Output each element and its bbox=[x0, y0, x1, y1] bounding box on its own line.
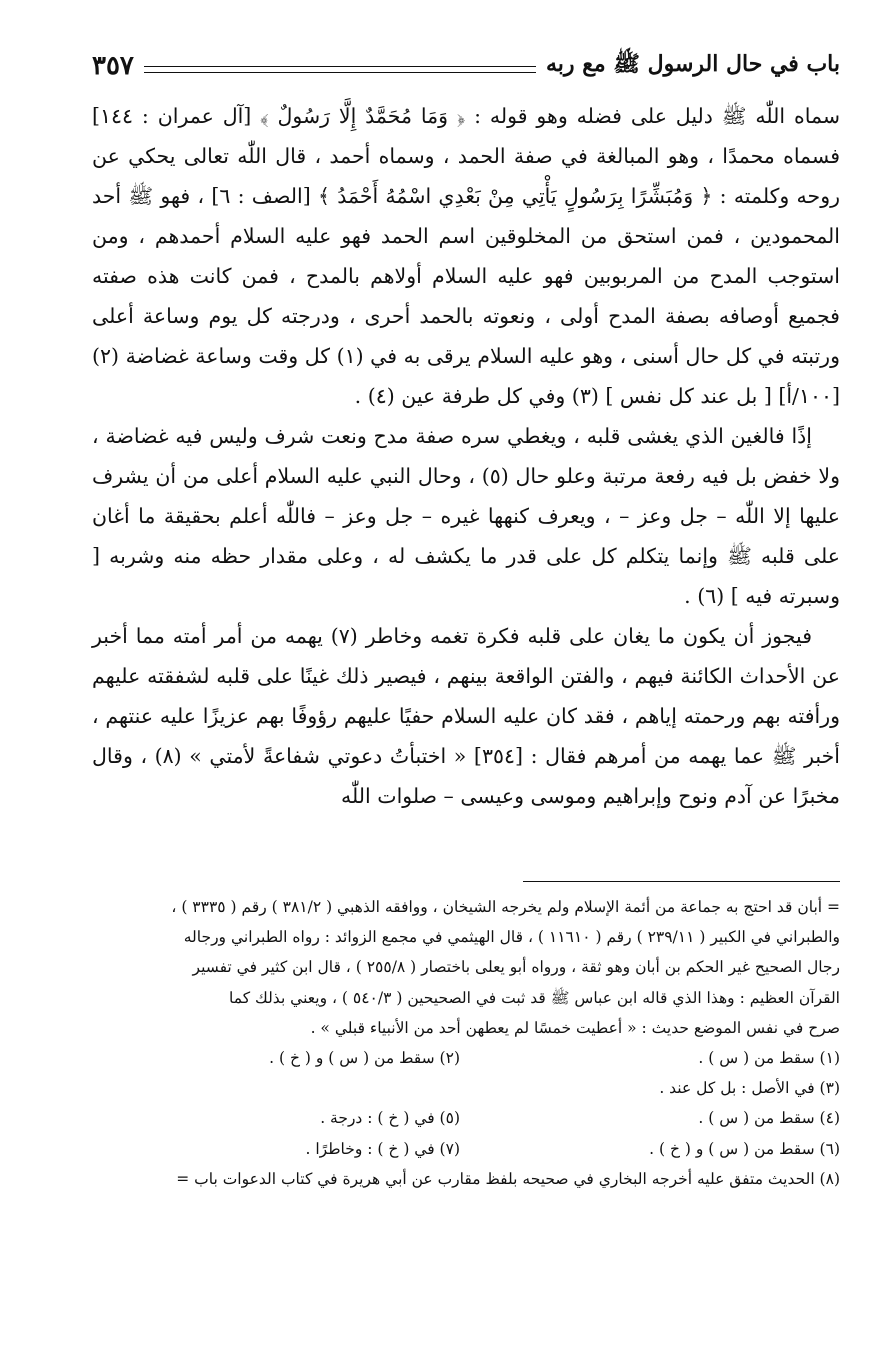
paragraph-1: سماه اللّٰه ﷺ دليل على فضله وهو قوله : ﴿ وَمَا مُحَمَّدٌ إِلَّا رَسُولٌ ﴾ [آل عمران : ١٤٤] فسماه محمدًا ، وهو المبالغة في صفة الحمد ، وسماه أحمد ، قال اللّٰه تعالى يحكي عن روحه وكلمته : ﴿ وَمُبَشِّرًا بِرَسُولٍ يَأْتِي مِنْ بَعْدِي اسْمُهُ أَحْمَدُ ﴾ [الصف : ٦] ، فهو ﷺ أحد المحمودين ، فمن استحق من المخلوقين اسم الحمد فهو عليه السلام أحمدهم ، ومن استوجب المدح من المربوبين فهو عليه السلام أولاهم بالمدح ، فمن كانت هذه صفته فجميع أوصافه بصفة المدح أولى ، ونعوته بالحمد أحرى ، ودرجته كل يوم وساعة أعلى ورتبته في كل حال أسنى ، وهو عليه السلام يرقى به في (١) كل وقت وساعة غضاضة (٢) [١٠٠/أ] [ بل عند كل نفس ] (٣) وفي كل طرفة عين (٤) . bbox=[92, 104, 840, 408]
footnote-line: صرح في نفس الموضع حديث : « أعطيت خمسًا لم يعطهن أحد من الأنبياء قبلي » . bbox=[310, 1018, 840, 1037]
footnote-4: (٤) سقط من ( س ) . bbox=[698, 1109, 840, 1128]
footnote-separator bbox=[523, 881, 840, 882]
footnote-continuation bbox=[70, 892, 840, 1043]
header-rule bbox=[144, 66, 536, 73]
footnote-7: (٧) في ( خ ) : وخاطرًا . bbox=[305, 1139, 460, 1158]
main-text bbox=[92, 96, 840, 816]
page-number: ٣٥٧ bbox=[92, 51, 134, 81]
footnotes bbox=[70, 892, 840, 1194]
footnote-line: رجال الصحيح غير الحكم بن أبان وهو ثقة ، ورواه أبو يعلى باختصار ( ٢٥٥/٨ ) ، قال ابن كثير في تفسير bbox=[192, 958, 840, 977]
footnote-row bbox=[70, 1134, 840, 1164]
footnote-1: (١) سقط من ( س ) . bbox=[698, 1049, 840, 1068]
footnote-6: (٦) سقط من ( س ) و ( خ ) . bbox=[649, 1139, 840, 1158]
footnote-5: (٥) في ( خ ) : درجة . bbox=[320, 1109, 460, 1128]
running-title: باب في حال الرسول ﷺ مع ربه bbox=[546, 51, 840, 77]
page-header bbox=[92, 46, 840, 86]
footnote-row bbox=[70, 1103, 840, 1133]
footnote-line: القرآن العظيم : وهذا الذي قاله ابن عباس ﷺ قد ثبت في الصحيحين ( ٥٤٠/٣ ) ، ويعني بذلك كما bbox=[229, 988, 840, 1007]
footnote-row bbox=[70, 1043, 840, 1073]
footnote-8: (٨) الحديث متفق عليه أخرجه البخاري في صحيحه بلفظ مقارب عن أبي هريرة في كتاب الدعوات باب = bbox=[176, 1169, 840, 1188]
footnote-3: (٣) في الأصل : بل كل عند . bbox=[659, 1079, 840, 1098]
footnote-line: والطبراني في الكبير ( ٢٣٩/١١ ) رقم ( ١١٦١٠ ) ، قال الهيثمي في مجمع الزوائد : رواه الطبراني ورجاله bbox=[183, 928, 840, 947]
paragraph-2: إذًا فالغين الذي يغشى قلبه ، ويغطي سره صفة مدح ونعت شرف وليس فيه غضاضة ، ولا خفض بل فيه رفعة مرتبة وعلو حال (٥) ، وحال النبي عليه السلام أعلى من أن يشرف عليها إلا اللّٰه – جل وعز – ، ويعرف كنهها غيره – جل وعز – فاللّٰه أعلم بحقيقة ما أغان على قلبه ﷺ وإنما يتكلم كل على قدر ما يكشف له ، وعلى مقدار حظه منه وشربه [ وسبرته فيه ] (٦) . bbox=[92, 424, 840, 608]
paragraph-3: فيجوز أن يكون ما يغان على قلبه فكرة تغمه وخاطر (٧) يهمه من أمر أمته مما أخبر عن الأحداث الكائنة فيهم ، والفتن الواقعة بينهم ، فيصير ذلك غينًا على قلبه لشفقته عليهم ورأفته بهم ورحمته إياهم ، فقد كان عليه السلام حفيًا عليهم رؤوفًا بهم عزيزًا عليه عنتهم ، أخبر ﷺ عما يهمه من أمرهم فقال : [٣٥٤] « اختبأتُ دعوتي شفاعةً لأمتي » (٨) ، وقال مخبرًا عن آدم ونوح وإبراهيم وموسى وعيسى – صلوات اللّٰه bbox=[92, 624, 840, 808]
footnote-line: = أبان قد احتج به جماعة من أئمة الإسلام ولم يخرجه الشيخان ، ووافقه الذهبي ( ٣٨١/٢ ) رقم ( ٣٣٣٥ ) ، bbox=[171, 898, 840, 916]
footnote-2: (٢) سقط من ( س ) و ( خ ) . bbox=[269, 1049, 460, 1068]
